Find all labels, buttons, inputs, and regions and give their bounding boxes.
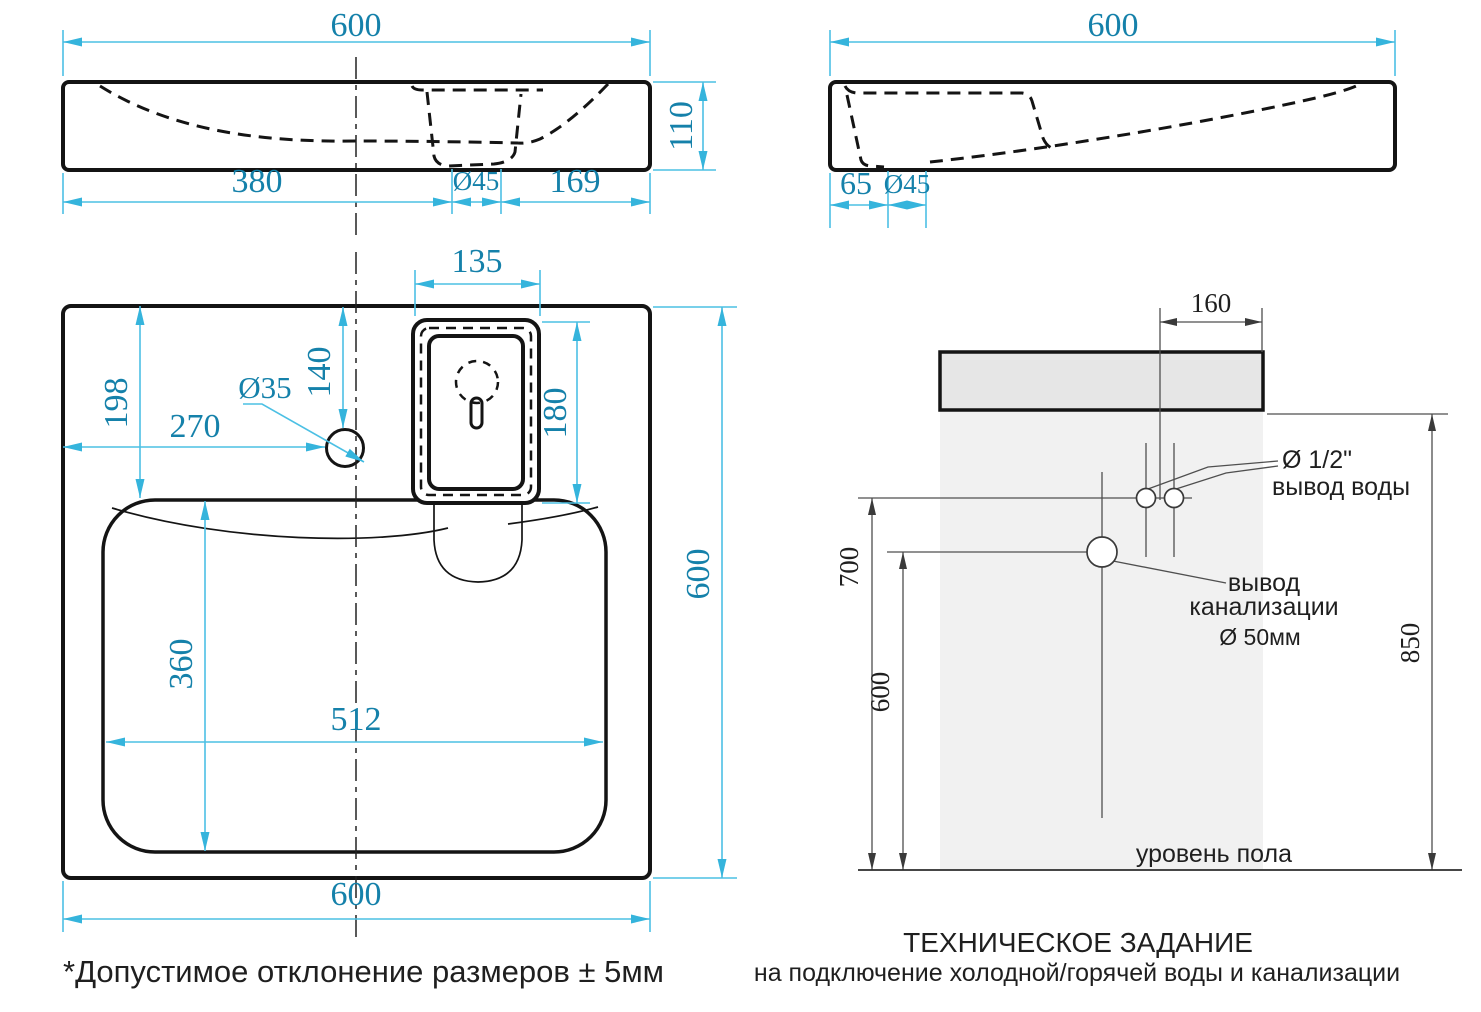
sink-section bbox=[940, 352, 1263, 410]
front-dim-total-width: 600 bbox=[330, 7, 382, 44]
side-view bbox=[830, 7, 1395, 228]
floor-level-label: уровень пола bbox=[1135, 840, 1292, 868]
front-dim-drain-dia: Ø45 bbox=[452, 166, 500, 196]
side-dim-total-width: 600 bbox=[1087, 7, 1139, 44]
water-outlet-left bbox=[1137, 489, 1156, 508]
install-dim-drain-height: 600 bbox=[865, 671, 895, 713]
drain-outlet-label-2: канализации bbox=[1189, 593, 1339, 621]
top-view bbox=[63, 243, 737, 940]
spec-subtitle: на подключение холодной/горячей воды и канализации bbox=[753, 959, 1401, 987]
top-dim-faucet-dia: Ø35 bbox=[238, 370, 292, 405]
side-dim-drain-dia: Ø45 bbox=[883, 169, 931, 199]
install-dim-water-height: 700 bbox=[834, 546, 864, 588]
top-dim-faucet-offset-back: 140 bbox=[301, 346, 338, 398]
drain-outlet-label-1: вывод bbox=[1227, 569, 1301, 597]
drain-outlet bbox=[1087, 537, 1117, 567]
water-outlet-label: вывод воды bbox=[1272, 473, 1411, 501]
water-outlet-size-label: Ø 1/2" bbox=[1282, 446, 1353, 474]
front-dim-height: 110 bbox=[663, 101, 700, 151]
side-dim-drain-front: 65 bbox=[840, 165, 872, 201]
top-dim-bowl-width: 512 bbox=[330, 701, 382, 738]
side-body-outline bbox=[830, 82, 1395, 170]
top-dim-bowl-depth: 360 bbox=[163, 638, 200, 690]
spec-title: ТЕХНИЧЕСКОЕ ЗАДАНИЕ bbox=[903, 927, 1253, 958]
drain-outlet-size-label: Ø 50мм bbox=[1219, 624, 1301, 650]
top-dim-total-width: 600 bbox=[330, 876, 382, 913]
top-dim-platform-width: 135 bbox=[451, 243, 503, 280]
water-outlet-right bbox=[1165, 489, 1184, 508]
faucet-platform bbox=[413, 320, 539, 503]
install-dim-rim-height: 850 bbox=[1395, 622, 1425, 664]
top-dim-platform-depth: 180 bbox=[537, 387, 574, 439]
front-view bbox=[63, 7, 716, 236]
front-dim-drain-right: 169 bbox=[549, 163, 601, 200]
tolerance-note: *Допустимое отклонение размеров ± 5мм bbox=[63, 954, 664, 989]
install-dim-offset: 160 bbox=[1190, 288, 1232, 318]
top-dim-faucet-offset-left: 270 bbox=[169, 408, 221, 445]
top-dim-total-depth: 600 bbox=[680, 548, 717, 600]
installation-diagram bbox=[754, 288, 1462, 987]
front-dim-drain-left: 380 bbox=[231, 163, 283, 200]
top-dim-deck-depth: 198 bbox=[98, 377, 135, 429]
